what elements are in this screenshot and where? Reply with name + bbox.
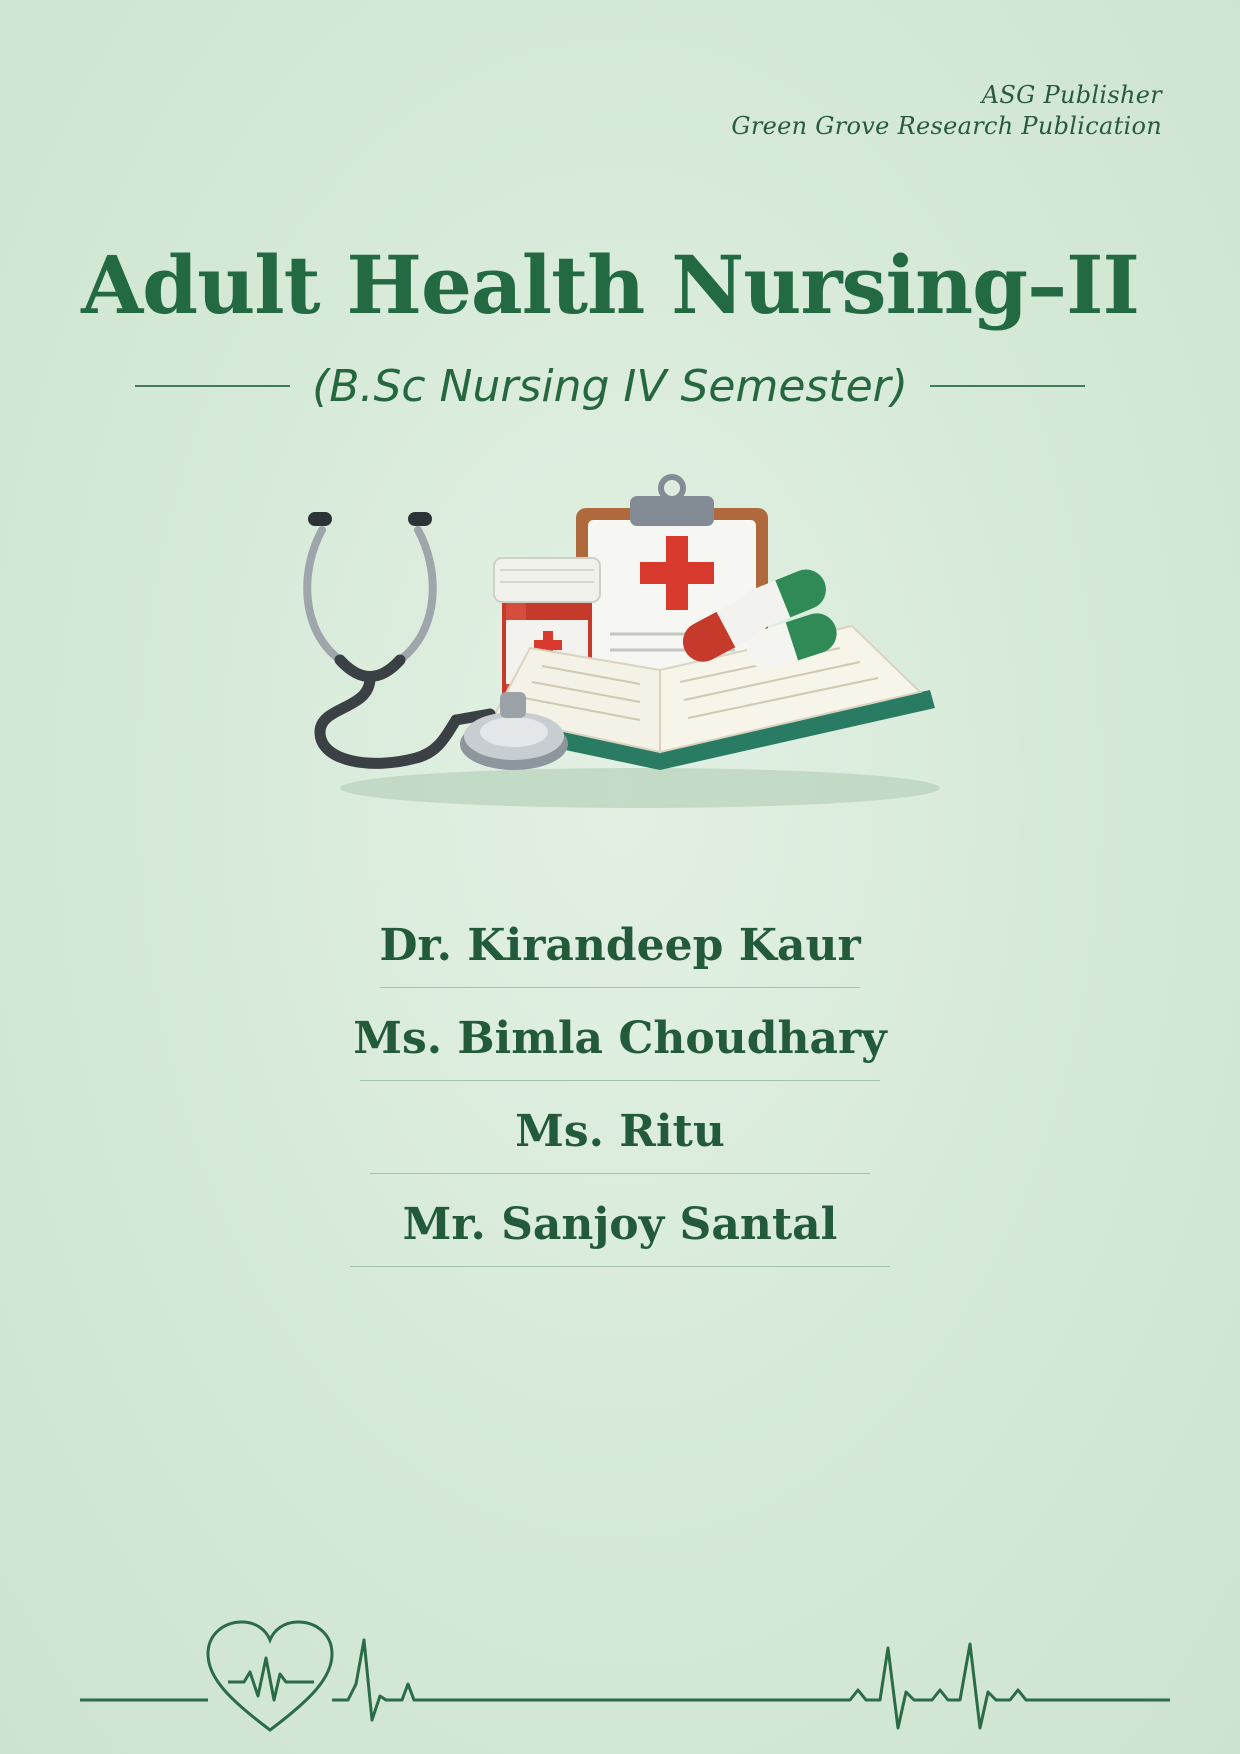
subtitle-rule-right <box>930 385 1085 387</box>
ecg-line-icon <box>80 1600 1170 1740</box>
publisher-block <box>731 80 1162 142</box>
subtitle-rule-left <box>135 385 290 387</box>
ecg-trace <box>80 1640 1170 1728</box>
author-name: Ms. Bimla Choudhary <box>353 1013 887 1064</box>
publisher-imprint: Green Grove Research Publication <box>731 112 1162 140</box>
author-list <box>0 905 1240 1277</box>
heart-pulse <box>228 1658 314 1700</box>
publisher-name: ASG Publisher <box>981 81 1162 109</box>
author-entry <box>0 1091 1240 1184</box>
book-subtitle: (B.Sc Nursing IV Semester) <box>312 360 908 412</box>
illustration-shadow <box>340 768 940 808</box>
author-underline <box>350 1266 890 1267</box>
medical-illustration <box>280 470 960 830</box>
author-entry <box>0 1184 1240 1277</box>
author-underline <box>380 987 860 988</box>
author-underline <box>360 1080 880 1081</box>
author-underline <box>370 1173 870 1174</box>
author-entry <box>0 998 1240 1091</box>
author-entry <box>0 905 1240 998</box>
author-name: Dr. Kirandeep Kaur <box>379 920 861 971</box>
author-name: Mr. Sanjoy Santal <box>402 1199 838 1250</box>
subtitle-row <box>135 360 1085 412</box>
book-title: Adult Health Nursing–II <box>81 238 1139 332</box>
author-name: Ms. Ritu <box>515 1106 725 1157</box>
